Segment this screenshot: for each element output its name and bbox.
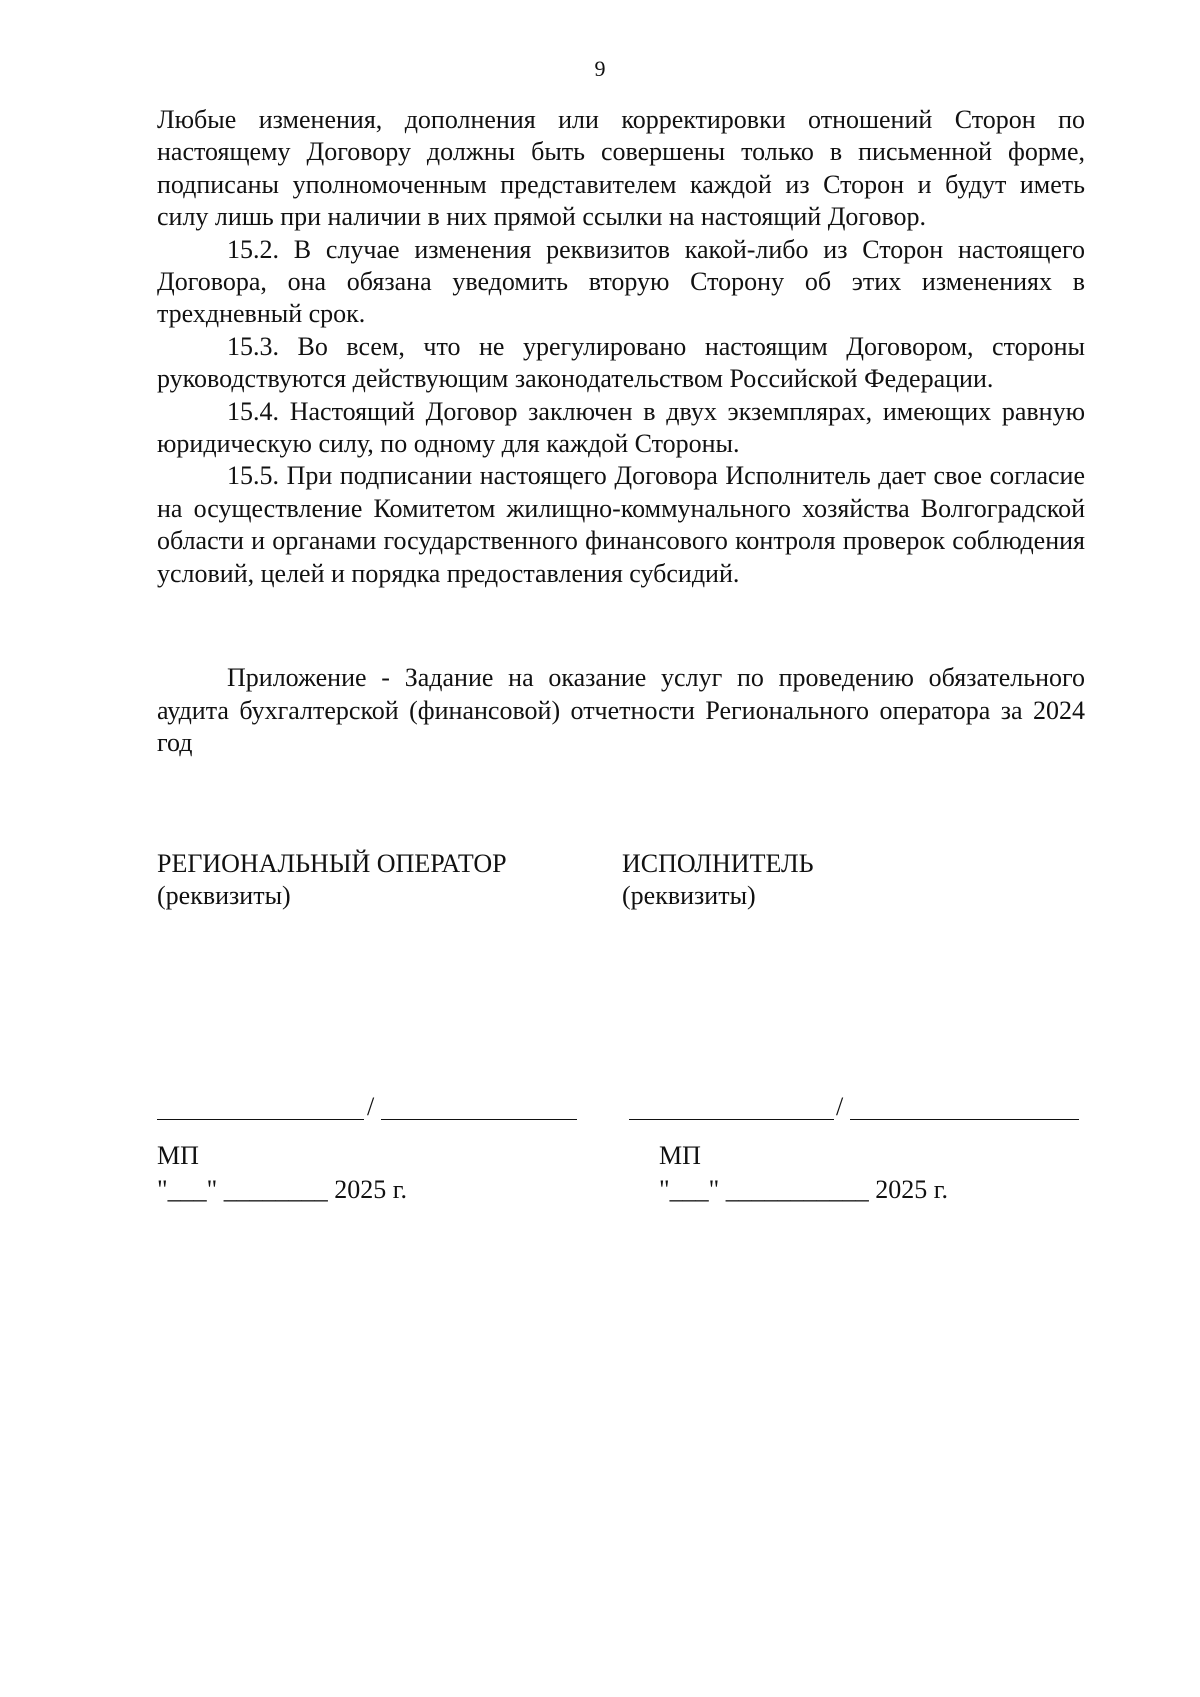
clause-15-2: 15.2. В случае изменения реквизитов какой-либо из Сторон настоящего Договора, она обязана уведомить вторую Сторону об этих изменениях в трехдневный срок. bbox=[157, 234, 1085, 329]
paragraph-changes: Любые изменения, дополнения или корректировки отношений Сторон по настоящему Договору должны быть совершены только в письменной форме, подписаны уполномоченным представителем каждой из Сторон и будут иметь силу лишь при наличии в них прямой ссылки на настоящий Договор. bbox=[157, 105, 1085, 232]
signature-slash: / bbox=[836, 1092, 844, 1121]
regional-operator-date: "___" ________ 2025 г. bbox=[157, 1175, 407, 1204]
contractor-title: ИСПОЛНИТЕЛЬ bbox=[622, 849, 814, 878]
appendix-note: Приложение - Задание на оказание услуг по проведению обязательного аудита бухгалтерской (финансовой) отчетности Регионального оператора за 2024 год bbox=[157, 663, 1085, 757]
contractor-signature-line bbox=[629, 1090, 1079, 1120]
signature-slash: / bbox=[367, 1092, 375, 1121]
regional-operator-stamp-mark: МП bbox=[157, 1141, 199, 1170]
contractor-stamp-mark: МП bbox=[659, 1141, 701, 1170]
clause-15-5: 15.5. При подписании настоящего Договора Исполнитель дает свое согласие на осуществление Комитетом жилищно-коммунального хозяйства Волгоградской области и органами государственного финансового контроля проверок соблюдения условий, целей и порядка предоставления субсидий. bbox=[157, 461, 1085, 588]
contractor-details: (реквизиты) bbox=[622, 881, 756, 910]
clause-15-4: 15.4. Настоящий Договор заключен в двух экземплярах, имеющих равную юридическую силу, по одному для каждой Стороны. bbox=[157, 396, 1085, 459]
regional-operator-signature-line bbox=[157, 1090, 577, 1120]
signature-blank bbox=[157, 1119, 364, 1120]
regional-operator-title: РЕГИОНАЛЬНЫЙ ОПЕРАТОР bbox=[157, 849, 507, 878]
document-body bbox=[157, 104, 1085, 759]
signature-header bbox=[0, 848, 1200, 918]
contractor-date: "___" ___________ 2025 г. bbox=[659, 1175, 948, 1204]
name-blank bbox=[381, 1119, 577, 1120]
page-number: 9 bbox=[594, 56, 606, 81]
name-blank bbox=[850, 1119, 1079, 1120]
signature-blank bbox=[629, 1119, 834, 1120]
clause-15-3: 15.3. Во всем, что не урегулировано настоящим Договором, стороны руководствуются действующим законодательством Российской Федерации. bbox=[157, 331, 1085, 394]
regional-operator-details: (реквизиты) bbox=[157, 881, 291, 910]
